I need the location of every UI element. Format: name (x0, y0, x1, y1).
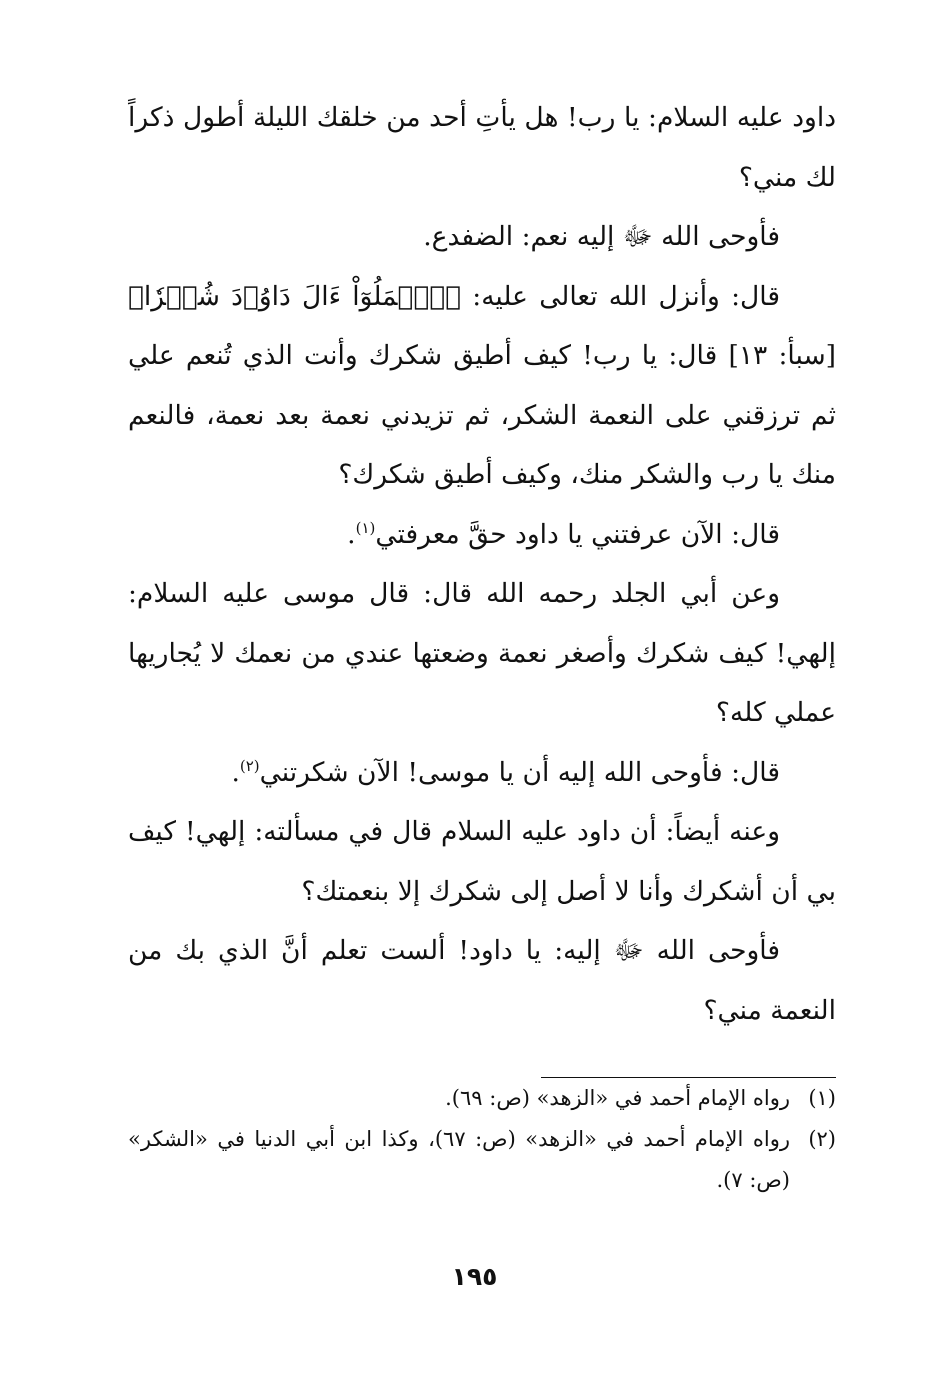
paragraph: وعنه أيضاً: أن داود عليه السلام قال في مسألته: إلهي! كيف بي أن أشكرك وأنا لا أصل إلى شكرك إلا بنعمتك؟ (128, 816, 836, 907)
paragraph-end: . (231, 756, 240, 788)
paragraph-end: . (347, 518, 356, 550)
paragraph: فأوحى الله ﷻ إليه نعم: الضفدع. (423, 221, 780, 252)
footnote-text: رواه الإمام أحمد في «الزهد» (ص: ٦٩). (445, 1086, 790, 1110)
footnote-text: رواه الإمام أحمد في «الزهد» (ص: ٦٧)، وكذا ابن أبي الدنيا في «الشكر» (ص: ٧). (128, 1127, 790, 1192)
paragraph-text: قال: الآن عرفتني يا داود حقَّ معرفتي (375, 518, 780, 550)
paragraph-text: قال: فأوحى الله إليه أن يا موسى! الآن شكرتني (259, 756, 780, 788)
paragraph: وعن أبي الجلد رحمه الله قال: قال موسى عليه السلام: إلهي! كيف شكرك وأصغر نعمة وضعتها عندي من نعمك لا يُجاريها عملي كله؟ (128, 578, 836, 728)
page-number: ١٩٥ (451, 1262, 498, 1291)
paragraph (128, 505, 836, 565)
paragraph: قال: وأنزل الله تعالى عليه: ﴿ٱعۡمَلُوٓاْ ءَالَ دَاوُۥدَ شُكۡرٗا﴾[سبأ: ١٣] قال: يا رب! كيف أطيق شكرك وأنت الذي تُنعم علي ثم ترزقني على النعمة الشكر، ثم تزيدني نعمة بعد نعمة، فالنعم منك يا رب والشكر منك، وكيف أطيق شكرك؟ (128, 280, 836, 490)
footnotes (128, 1077, 836, 1201)
footnote-number: (٢) (808, 1127, 836, 1151)
paragraph: فأوحى الله ﷻ إليه: يا داود! ألست تعلم أنَّ الذي بك من النعمة مني؟ (128, 935, 836, 1026)
footnote (128, 1119, 836, 1201)
paragraph (128, 743, 836, 803)
footnote (128, 1078, 836, 1119)
page-body (128, 88, 836, 1040)
footnote-reference: (١) (355, 518, 376, 537)
footnote-number: (١) (808, 1086, 836, 1110)
footnote-reference: (٢) (239, 756, 260, 775)
paragraph: داود عليه السلام: يا رب! هل يأتِ أحد من خلقك الليلة أطول ذكراً لك مني؟ (128, 102, 836, 193)
